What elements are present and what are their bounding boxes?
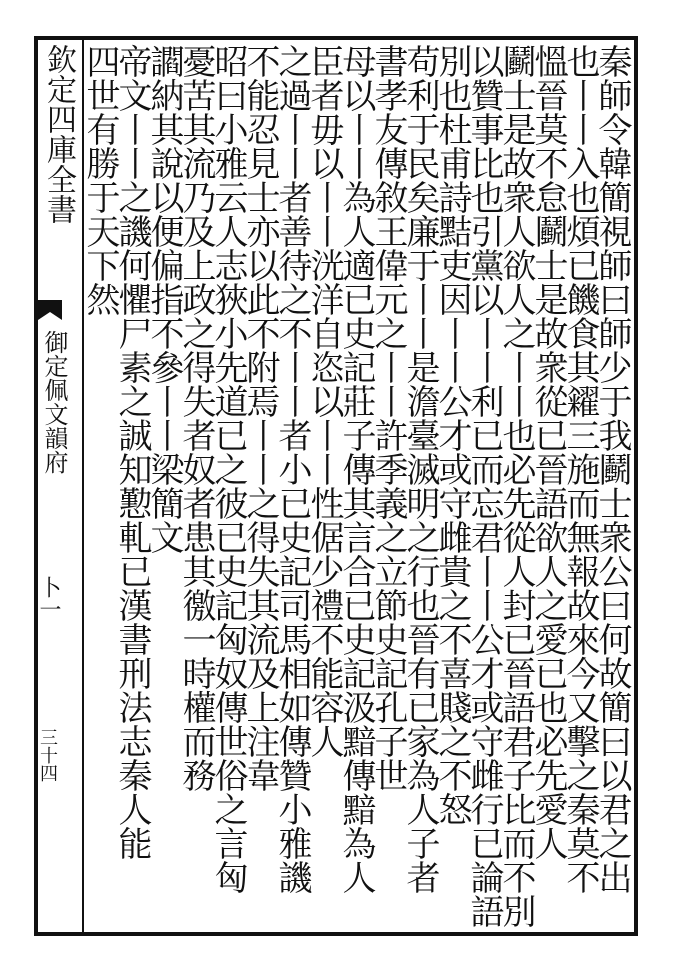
page-number: 三十四: [37, 728, 58, 782]
text-column-15: 讇納其說以便偏指不參丨丨梁簡文: [144, 44, 184, 554]
text-column-13: 昭曰小雅云人志狹小先道已之彼已史記匈奴傳世俗之言匈: [208, 44, 248, 894]
text-column-10: 臣者毋以丨丨洸洋自恣以丨丨性倨少禮不能容人: [304, 44, 344, 758]
text-column-12: 不能忍見士亦以此不附焉丨丨之得失其流及上注韋: [240, 44, 280, 792]
text-column-7: 苟利于民矣廉于丨丨是澹臺滅明之行也晉有已家為人子者: [400, 44, 440, 894]
text-column-2: 也丨丨入也煩已饑食其糴三施而無報故來今又擊之秦莫不: [560, 44, 600, 894]
text-column-16: 帝文丨丨之譏何懼尸素之誠知懃軋已漢書刑法志秦人能: [112, 44, 152, 860]
text-column-17: 四世有勝于天下然: [80, 44, 120, 316]
section-title: 御定佩文韻府: [40, 330, 68, 474]
text-column-1: 秦師令韓簡視師曰師少于我鬬士衆公曰何故簡曰以君之出: [592, 44, 632, 894]
text-column-8: 書孝友傳敘王偉元之丨丨許季義之立節史記孔子世: [368, 44, 408, 792]
text-column-14: 憂苦其流乃及上政之得失者奴者患其徼一時權而務: [176, 44, 216, 792]
text-column-9: 母以丨丨為人適已史記莊子傳其言合已史記汲黯傳黯為人: [336, 44, 376, 894]
text-column-4: 鬬士是故衆人欲人之丨丨也必先從人封已晉語君子比而不別: [496, 44, 536, 928]
text-column-11: 之過丨丨者善待之不丨丨者小已史記司馬相如傳贊小雅譏: [272, 44, 312, 894]
text-column-5: 以贊事比也引黨以丨丨利已而忘君丨丨公才或守雌行已論語: [464, 44, 504, 928]
margin-mark: 卜一: [36, 576, 61, 620]
text-column-6: 別也杜甫詩黠吏因丨丨公才或守雌貴之不喜賤之不怒: [432, 44, 472, 826]
text-column-3: 慍晉莫不怠鬬士是故衆從已晉語欲人之愛已也必先愛人: [528, 44, 568, 860]
book-title: 欽定四庫全書: [41, 44, 76, 224]
